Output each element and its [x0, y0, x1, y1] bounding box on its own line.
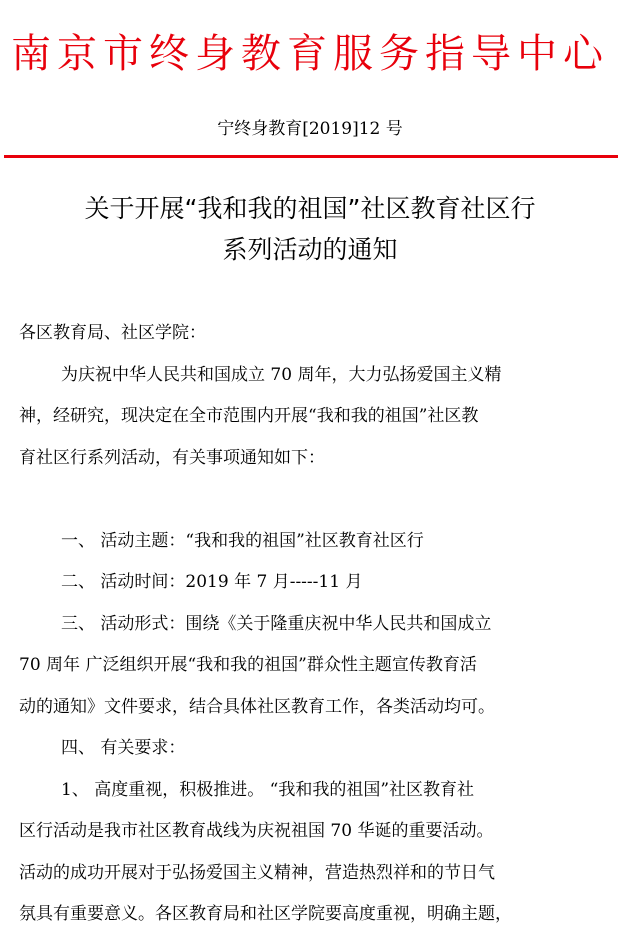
item-3-form-line-3: 动的通知》文件要求，结合具体社区教育工作，各类活动均可。 [19, 696, 495, 717]
item-1-theme: 一、 活动主题：“我和我的祖国”社区教育社区行 [61, 530, 424, 551]
document-number: 宁终身教育[2019]12 号 [217, 119, 403, 139]
sub-item-1-line-1: 1、 高度重视，积极推进。 “我和我的祖国”社区教育社 [61, 779, 475, 800]
paragraph-gap [19, 479, 604, 521]
issuing-organization-title: 南京市终身教育服务指导中心 [11, 31, 609, 77]
item-2-time: 二、 活动时间：2019 年 7 月-----11 月 [61, 572, 363, 592]
notice-title [0, 188, 620, 270]
intro-line-1: 为庆祝中华人民共和国成立 70 周年，大力弘扬爱国主义精 [61, 364, 502, 385]
item-3-form-line-2: 70 周年 广泛组织开展“我和我的祖国”群众性主题宣传教育活 [19, 655, 477, 675]
red-divider-line [4, 155, 618, 158]
sub-item-1-line-4: 氛具有重要意义。各区教育局和社区学院要高度重视，明确主题， [19, 904, 512, 924]
sub-item-1-line-3: 活动的成功开展对于弘扬爱国主义精神，营造热烈祥和的节日气 [19, 862, 495, 883]
intro-line-3: 育社区行系列活动，有关事项通知如下： [19, 447, 325, 468]
sub-item-1-line-2: 区行活动是我市社区教育战线为庆祝祖国 70 华诞的重要活动。 [19, 821, 494, 841]
document-body [19, 313, 604, 936]
notice-title-line-1: 关于开展“我和我的祖国”社区教育社区行 [84, 194, 536, 223]
item-4-requirements: 四、 有关要求： [61, 738, 186, 758]
salutation: 各区教育局、社区学院： [19, 323, 206, 343]
item-3-form-line-1: 三、 活动形式：围绕《关于隆重庆祝中华人民共和国成立 [61, 613, 492, 634]
notice-title-line-2: 系列活动的通知 [222, 235, 398, 264]
intro-line-2: 神，经研究，现决定在全市范围内开展“我和我的祖国”社区教 [19, 406, 479, 426]
